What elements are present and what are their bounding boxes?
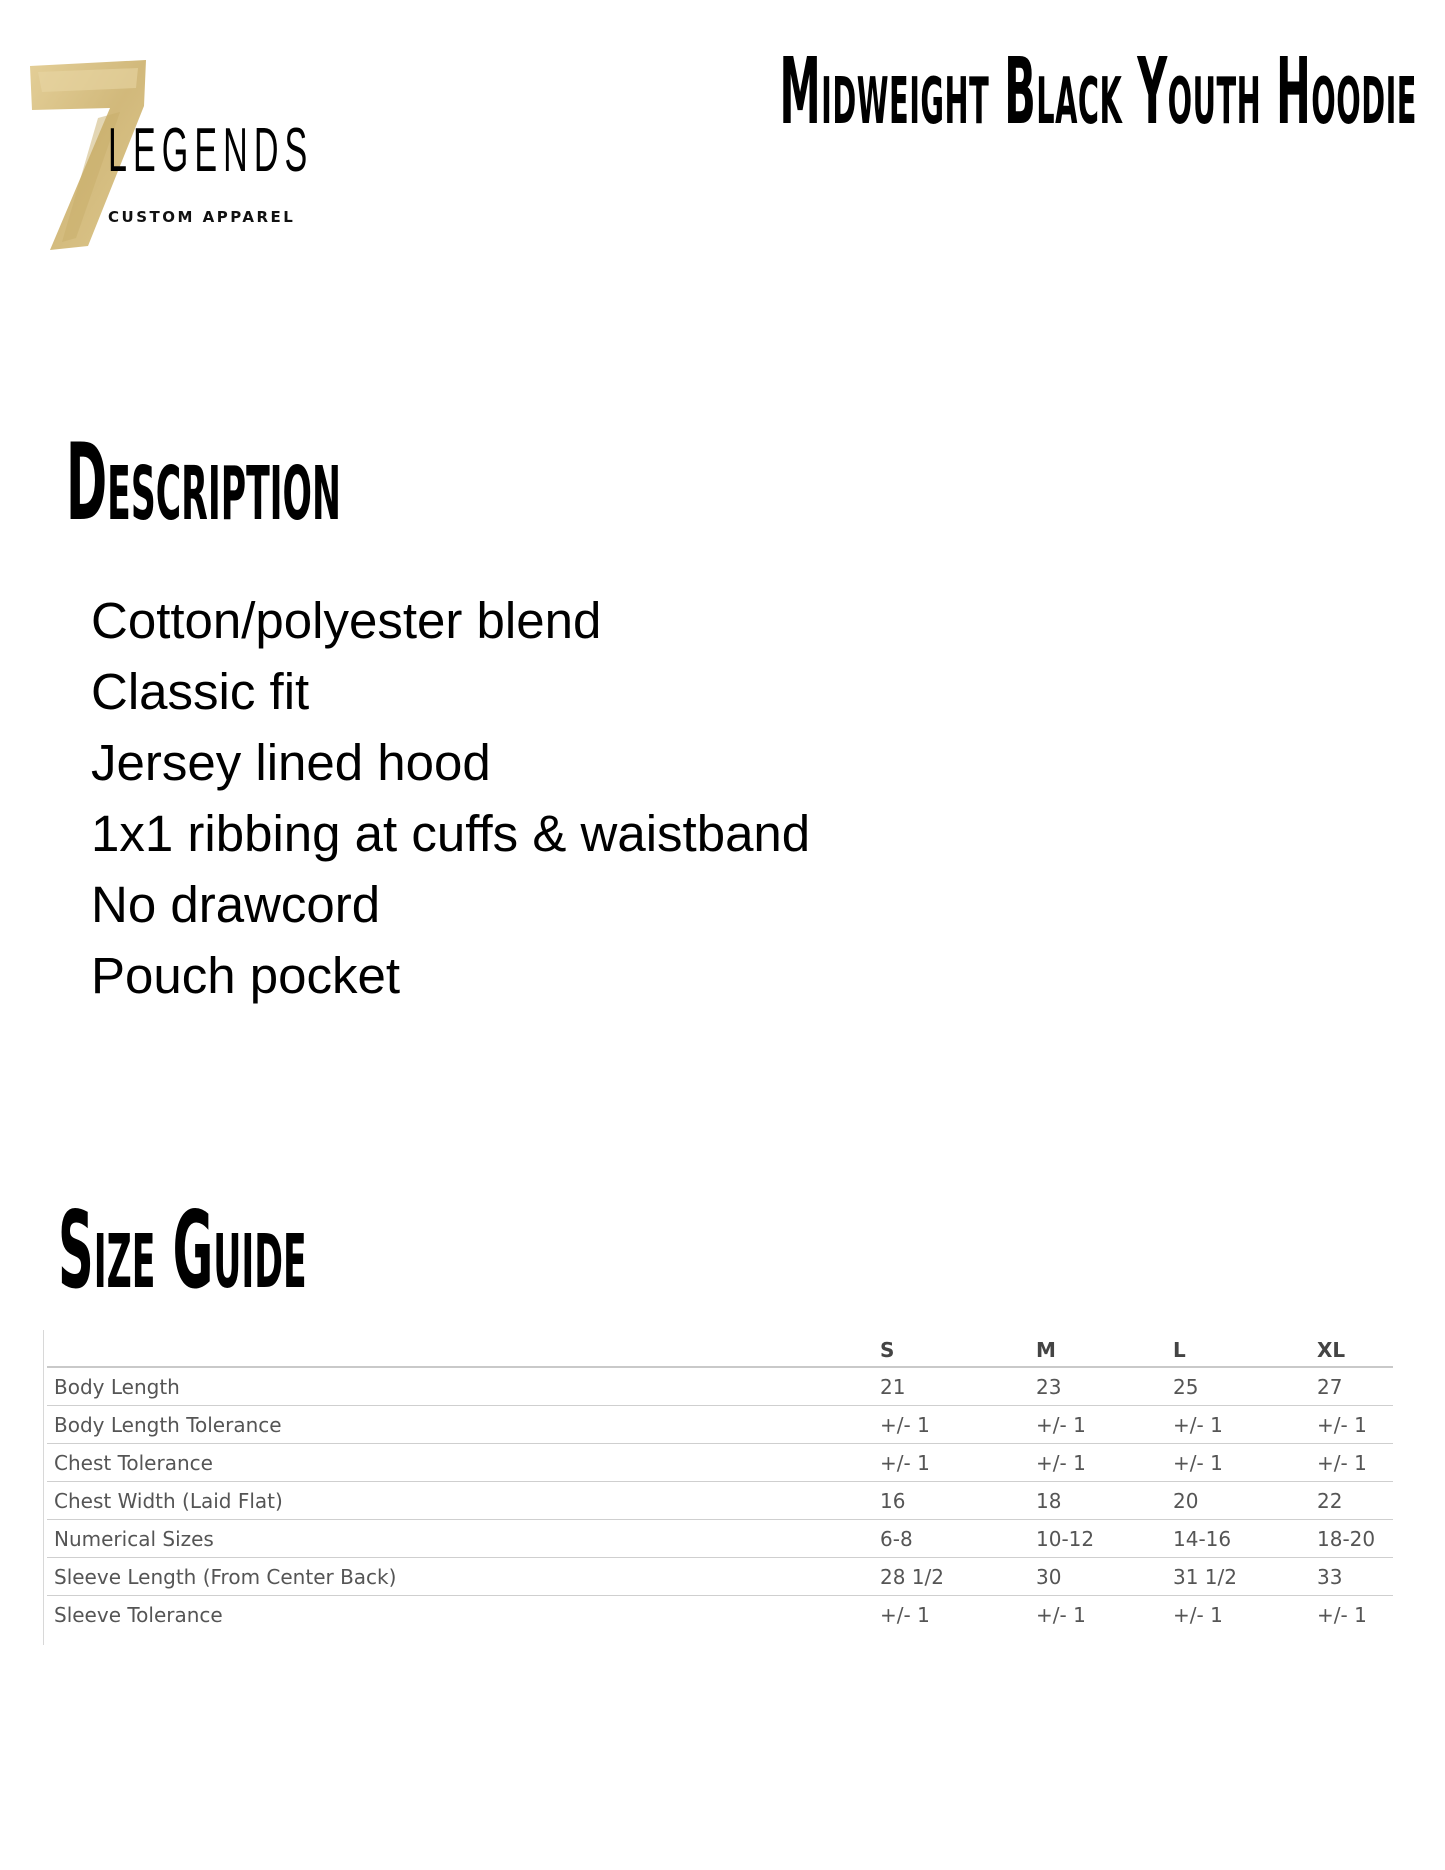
table-cell: 10-12: [1036, 1520, 1173, 1558]
table-cell: 18-20: [1317, 1520, 1393, 1558]
table-row: [47, 1558, 1393, 1596]
table-cell: 25: [1173, 1367, 1317, 1406]
description-item: No drawcord: [91, 876, 381, 933]
logo-wordmark: LEGENDS: [108, 116, 314, 185]
description-item: Classic fit: [91, 663, 310, 720]
brand-logo: [28, 58, 318, 258]
table-cell: +/- 1: [1173, 1444, 1317, 1482]
table-cell: +/- 1: [880, 1444, 1036, 1482]
table-row: [47, 1482, 1393, 1520]
product-title: Midweight Black Youth Hoodie: [779, 38, 1417, 145]
table-row: [47, 1406, 1393, 1444]
table-cell: 22: [1317, 1482, 1393, 1520]
table-cell: 23: [1036, 1367, 1173, 1406]
row-label: Body Length: [47, 1367, 880, 1406]
table-cell: 21: [880, 1367, 1036, 1406]
size-guide-table-container: [43, 1330, 1387, 1645]
row-label: Body Length Tolerance: [47, 1406, 880, 1444]
row-label: Chest Width (Laid Flat): [47, 1482, 880, 1520]
table-cell: 33: [1317, 1558, 1393, 1596]
table-cell: +/- 1: [880, 1602, 930, 1627]
table-cell: +/- 1: [1036, 1406, 1173, 1444]
table-cell: 14-16: [1173, 1520, 1317, 1558]
table-cell: +/- 1: [1173, 1602, 1223, 1627]
table-cell: 28 1/2: [880, 1558, 1036, 1596]
table-cell: 30: [1036, 1558, 1173, 1596]
table-row: [47, 1596, 1393, 1634]
table-cell: 31 1/2: [1173, 1558, 1317, 1596]
header-cell: [47, 1330, 880, 1367]
description-item: 1x1 ribbing at cuffs & waistband: [91, 805, 811, 862]
header-cell-m: M: [1036, 1330, 1173, 1367]
table-row: [47, 1367, 1393, 1406]
row-label: Sleeve Tolerance: [54, 1602, 223, 1627]
table-cell: 18: [1036, 1482, 1173, 1520]
row-label: Sleeve Length (From Center Back): [47, 1558, 880, 1596]
description-heading: Description: [66, 421, 341, 544]
description-item: Pouch pocket: [91, 947, 401, 1004]
table-cell: +/- 1: [1036, 1444, 1173, 1482]
table-cell: 27: [1317, 1367, 1393, 1406]
table-cell: 20: [1173, 1482, 1317, 1520]
description-item: Jersey lined hood: [91, 734, 491, 791]
table-cell: 16: [880, 1482, 1036, 1520]
table-row: [47, 1520, 1393, 1558]
size-guide-table: [47, 1330, 1393, 1633]
table-header-row: [47, 1330, 1393, 1367]
header-cell-s: S: [880, 1330, 1036, 1367]
description-item: Cotton/polyester blend: [91, 592, 602, 649]
description-list: [91, 585, 810, 1011]
table-row: [47, 1444, 1393, 1482]
table-cell: +/- 1: [1317, 1406, 1393, 1444]
table-cell: +/- 1: [1173, 1406, 1317, 1444]
table-cell: 6-8: [880, 1520, 1036, 1558]
table-cell: +/- 1: [880, 1406, 1036, 1444]
logo-subtitle: CUSTOM APPAREL: [108, 208, 296, 226]
row-label: Numerical Sizes: [47, 1520, 880, 1558]
size-guide-heading: Size Guide: [58, 1189, 307, 1312]
table-cell: +/- 1: [1036, 1602, 1086, 1627]
row-label: Chest Tolerance: [47, 1444, 880, 1482]
header-cell-l: L: [1173, 1330, 1317, 1367]
table-cell: +/- 1: [1317, 1444, 1393, 1482]
header-cell-xl: XL: [1317, 1330, 1393, 1367]
table-cell: +/- 1: [1317, 1602, 1367, 1627]
